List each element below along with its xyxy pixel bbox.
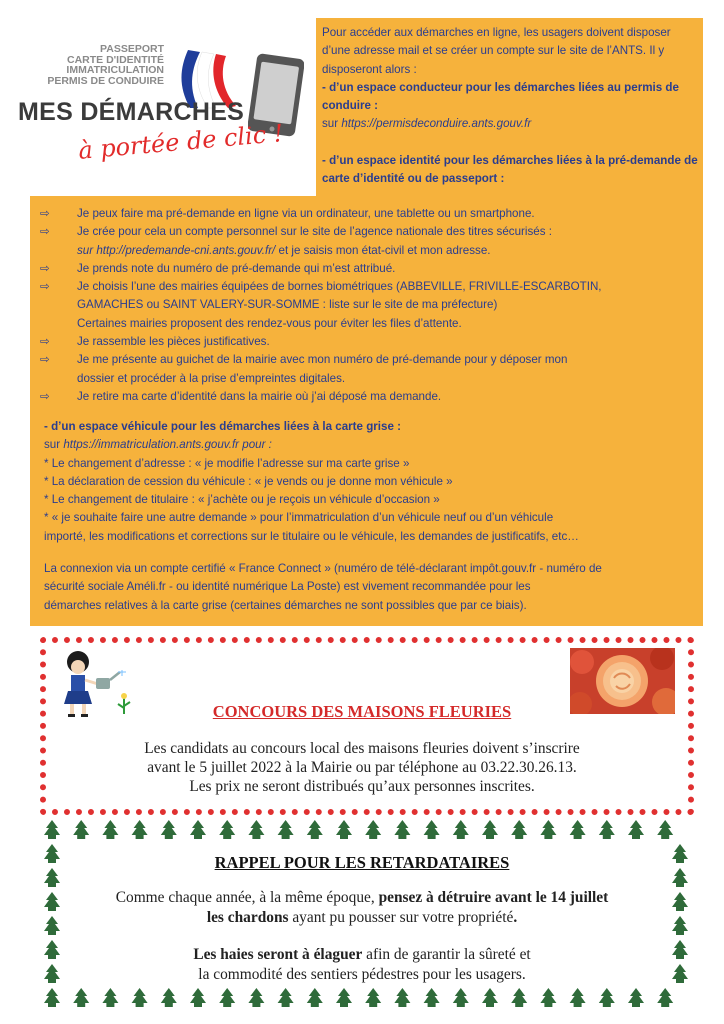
pine-tree-icon <box>394 820 410 839</box>
vehicle-heading: - d’un espace véhicule pour les démarches liées à la carte grise : <box>44 420 401 433</box>
pine-tree-icon <box>540 820 556 839</box>
pine-tree-icon <box>336 820 352 839</box>
pine-tree-icon <box>511 820 527 839</box>
pine-tree-icon <box>336 988 352 1007</box>
identity-heading: - d’un espace identité pour les démarches liées à la pré-demande de carte d’identité ou de passeport : <box>322 153 698 186</box>
pine-tree-icon <box>73 988 89 1007</box>
arrow-right-icon: ⇨ <box>40 225 50 239</box>
pine-tree-icon <box>453 820 469 839</box>
pine-tree-icon <box>657 820 673 839</box>
pine-tree-icon <box>248 988 264 1007</box>
logo-subtitle: à portée de clic ! <box>77 119 285 165</box>
pine-tree-icon <box>424 820 440 839</box>
pine-tree-icon <box>161 820 177 839</box>
list-item: ⇨ Je crée pour cela un compte personnel sur le site de l’agence nationale des titres sécurisés : sur http://predemande-cni.ants.gouv.fr/ et je saisis mon état-civil et mon adresse. <box>40 225 552 257</box>
identity-steps-list <box>40 205 698 406</box>
list-item: ⇨ Je peux faire ma pré-demande en ligne via un ordinateur, une tablette ou un smartphone. <box>40 205 698 223</box>
pine-tree-icon <box>190 820 206 839</box>
pine-tree-icon <box>540 988 556 1007</box>
pine-tree-icon <box>482 820 498 839</box>
driver-url-link[interactable]: https://permisdeconduire.ants.gouv.fr <box>341 117 532 131</box>
vehicle-url-link[interactable]: https://immatriculation.ants.gouv.fr pour : <box>63 438 272 452</box>
reminder-body: Comme chaque année, à la même époque, pensez à détruire avant le 14 juillet les chardons ayant pu pousser sur votre propriété. Les haies seront à élaguer afin de garantir la sûreté et la commodité des sentiers pédestres pour les usagers. <box>115 889 609 983</box>
pine-tree-icon <box>599 820 615 839</box>
arrow-right-icon: ⇨ <box>40 335 50 349</box>
arrow-right-icon: ⇨ <box>40 280 50 294</box>
pine-tree-icon <box>453 988 469 1007</box>
pine-tree-icon <box>307 820 323 839</box>
pine-tree-icon <box>278 820 294 839</box>
vehicle-block <box>44 418 698 546</box>
list-item: importé, les modifications et corrections sur le titulaire ou le véhicule, les demandes de justificatifs, etc… <box>44 529 579 543</box>
logo-title: MES DÉMARCHES <box>18 98 245 126</box>
list-item: ⇨ Je choisis l’une des mairies équipées de bornes biométriques (ABBEVILLE, FRIVILLE-ESCARBOTIN, GAMACHES ou SAINT VALERY-SUR-SOMME : liste sur le site de ma préfecture) Certaines mairies proposent des rendez-vous pour éviter les files d’attente. <box>40 280 602 330</box>
france-connect-note: La connexion via un compte certifié « France Connect » (numéro de télé-déclarant impôt.gouv.fr - numéro de sécurité sociale Améli.fr - ou identité numérique La Poste) est vivement recommandée pour les démarches relatives à la carte grise (certaines démarches ne sont possibles que par ce biais). <box>44 562 602 612</box>
arrow-right-icon: ⇨ <box>40 207 50 220</box>
pine-tree-icon <box>511 988 527 1007</box>
predemande-url-link[interactable]: http://predemande-cni.ants.gouv.fr/ <box>96 243 276 257</box>
pine-tree-icon <box>161 988 177 1007</box>
pine-tree-icon <box>132 988 148 1007</box>
pine-tree-icon <box>599 988 615 1007</box>
list-item: ⇨ Je retire ma carte d’identité dans la mairie où j’ai déposé ma demande. <box>40 388 698 406</box>
list-item: ⇨ Je me présente au guichet de la mairie avec mon numéro de pré-demande pour y déposer mon dossier et procéder à la prise d’empreintes digitales. <box>40 353 568 385</box>
list-item: ⇨ Je rassemble les pièces justificatives. <box>40 333 698 351</box>
pine-tree-icon <box>570 820 586 839</box>
pine-tree-icon <box>102 988 118 1007</box>
mes-demarches-logo <box>18 40 313 165</box>
list-item: * Le changement de titulaire : « j’achète ou je reçois un véhicule d’occasion » <box>44 493 440 507</box>
pine-tree-icon <box>482 988 498 1007</box>
flowers-contest-body: Les candidats au concours local des maisons fleuries doivent s’inscrire avant le 5 juillet 2022 à la Mairie ou par téléphone au 03.22.30.26.13. Les prix ne seront distribués qu’aux personnes inscrites. <box>144 740 580 795</box>
driver-url-line: sur https://permisdeconduire.ants.gouv.fr <box>322 117 532 131</box>
list-item: * « je souhaite faire une autre demande » pour l’immatriculation d’un véhicule neuf ou d’un véhicule <box>44 511 554 525</box>
pine-tree-icon <box>219 988 235 1007</box>
pine-tree-icon <box>248 820 264 839</box>
arrow-right-icon: ⇨ <box>40 261 50 275</box>
pine-tree-icon <box>628 820 644 839</box>
pine-tree-icon <box>570 988 586 1007</box>
logo-document-list: PASSEPORT CARTE D'IDENTITÉ IMMATRICULATION PERMIS DE CONDUIRE <box>47 43 164 87</box>
pine-tree-icon <box>424 988 440 1007</box>
reminder-title: RAPPEL POUR LES RETARDATAIRES <box>214 853 510 872</box>
ants-intro-block <box>322 24 698 188</box>
pine-tree-icon <box>219 820 235 839</box>
pine-tree-icon <box>132 820 148 839</box>
arrow-right-icon: ⇨ <box>40 389 50 403</box>
pine-tree-icon <box>657 988 673 1007</box>
arrow-right-icon: ⇨ <box>40 353 50 367</box>
list-item: ⇨ Je prends note du numéro de pré-demande qui m’est attribué. <box>40 260 698 278</box>
pine-tree-icon <box>102 820 118 839</box>
pine-tree-icon <box>73 820 89 839</box>
pine-tree-icon <box>307 988 323 1007</box>
pine-tree-icon <box>44 820 60 839</box>
pine-tree-icon <box>278 988 294 1007</box>
pine-tree-icon <box>44 988 60 1007</box>
list-item: * Le changement d’adresse : « je modifie l’adresse sur ma carte grise » <box>44 456 410 470</box>
vehicle-url-line: sur https://immatriculation.ants.gouv.fr pour : <box>44 438 272 452</box>
driver-heading: - d’un espace conducteur pour les démarches liées au permis de conduire : <box>322 80 679 113</box>
pine-tree-icon <box>394 988 410 1007</box>
pine-tree-icon <box>365 820 381 839</box>
ants-intro: Pour accéder aux démarches en ligne, les usagers doivent disposer d’une adresse mail et se créer un compte sur le site de l’ANTS. Il y disposeront alors : <box>322 26 671 76</box>
list-item: * La déclaration de cession du véhicule : « je vends ou je donne mon véhicule » <box>44 474 453 488</box>
pine-tree-icon <box>628 988 644 1007</box>
pine-tree-icon <box>190 988 206 1007</box>
flowers-contest-title: CONCOURS DES MAISONS FLEURIES <box>212 702 512 721</box>
pine-tree-icon <box>365 988 381 1007</box>
